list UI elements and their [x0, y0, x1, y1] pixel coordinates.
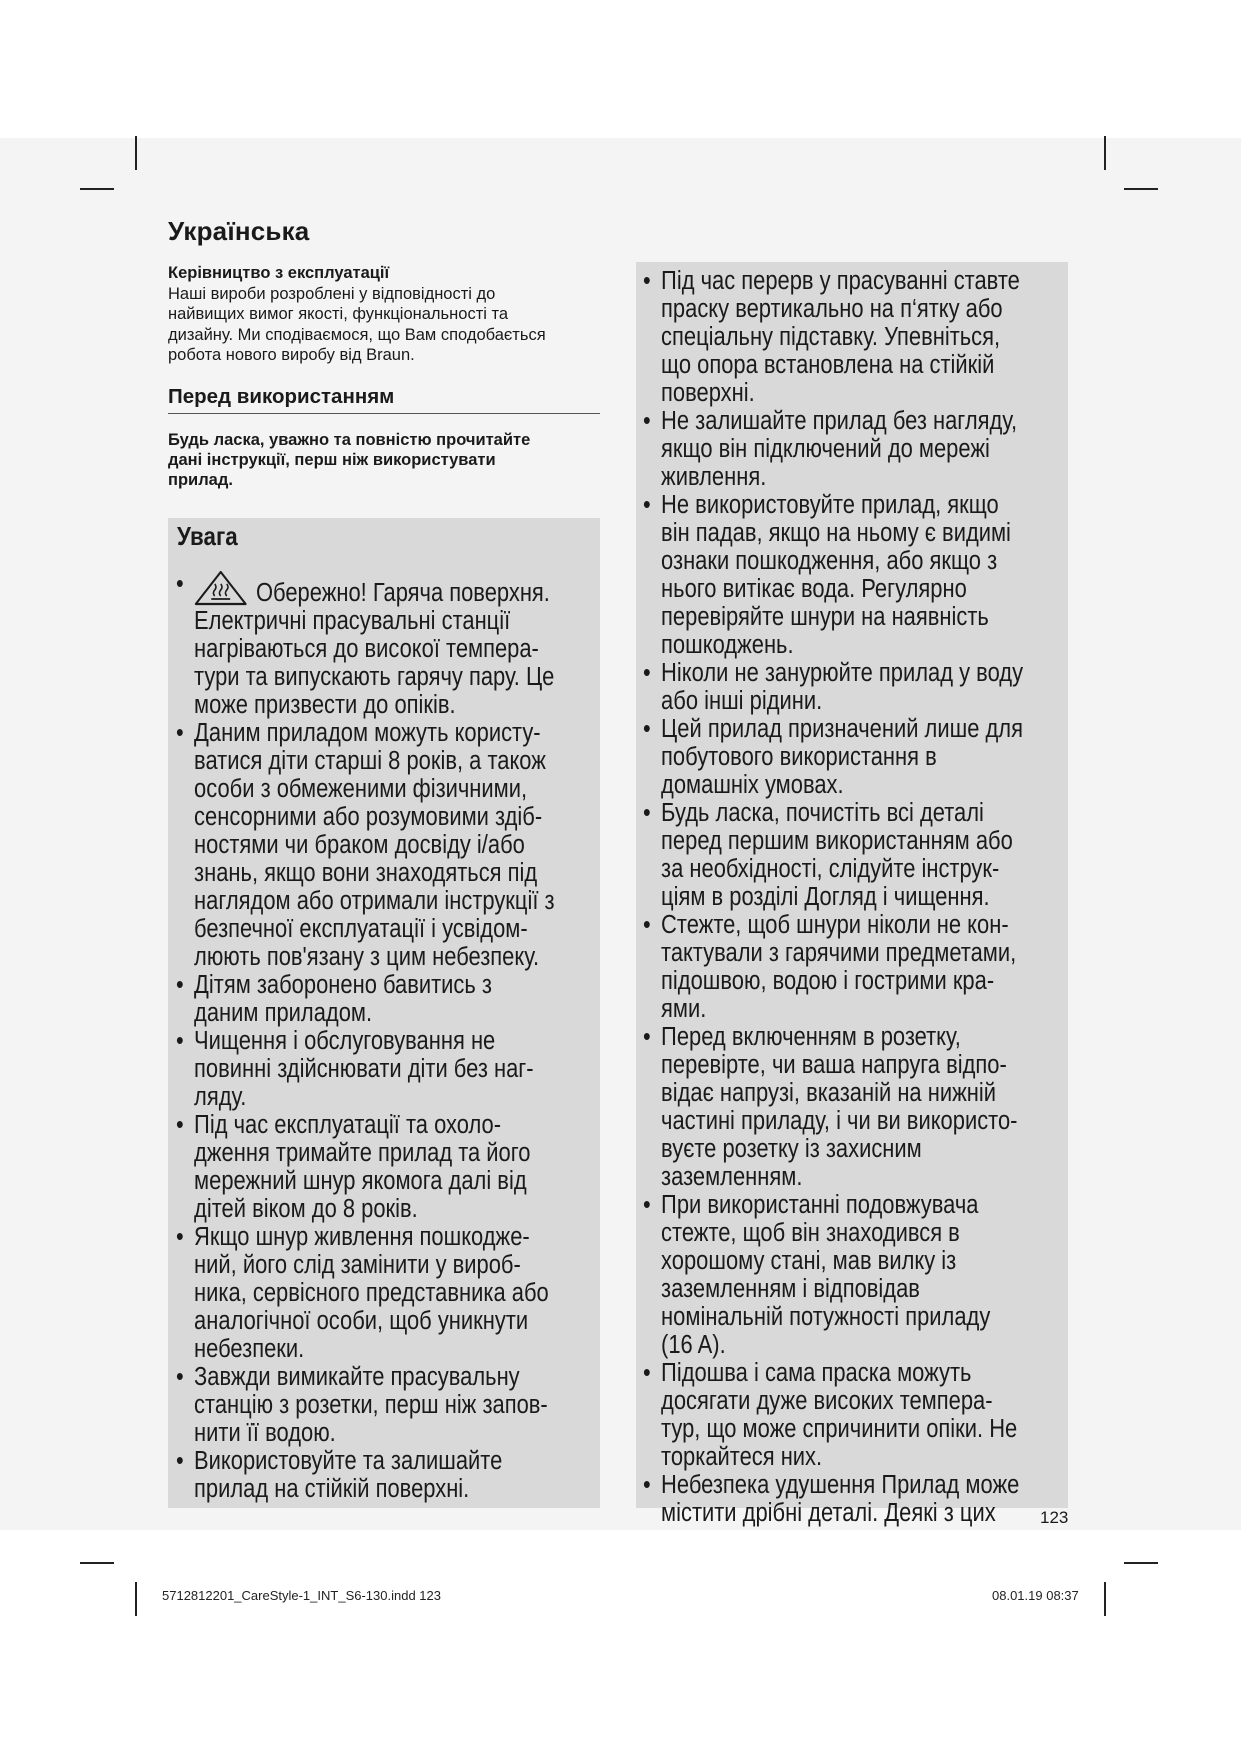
warning-left-item-text: Використовуйте та залишайте: [194, 1447, 503, 1475]
warning-right-item-line: [661, 407, 1047, 435]
warning-right-item-line: [661, 519, 1047, 547]
warning-right-item: [643, 715, 1047, 799]
warning-left-item-line: [194, 887, 580, 915]
warning-left-item: [176, 570, 580, 719]
bullet: •: [643, 267, 651, 295]
warning-left-item-line: [194, 943, 580, 971]
warning-right-item-text: відає напрузі, вказаній на нижній: [661, 1079, 996, 1107]
warning-right-item-text: домашніх умовах.: [661, 771, 844, 799]
warning-right-item-line: [661, 1443, 1047, 1471]
warning-left-item-text: ностями чи браком досвіду і/або: [194, 831, 525, 859]
bullet: •: [643, 491, 651, 519]
warning-right-item-text: Ніколи не занурюйте прилад у воду: [661, 659, 1024, 687]
bullet: •: [176, 1111, 184, 1139]
warning-right-item-text: Під час перерв у прасуванні ставте: [661, 267, 1020, 295]
intro-block: [168, 263, 608, 366]
warning-left-item-text: Обережно! Гаряча поверхня.: [255, 579, 550, 607]
warning-right-item-line: [661, 939, 1047, 967]
intro-line: Наші вироби розроблені у відповідності до: [168, 284, 496, 303]
warning-right-item-line: [661, 547, 1047, 575]
bullet: •: [643, 1471, 651, 1499]
warning-left-item: [176, 719, 580, 971]
bullet: •: [176, 570, 184, 598]
warning-left-item: [176, 1027, 580, 1111]
warning-right-item-text: пошкоджень.: [661, 631, 794, 659]
warning-left-item-text: Під час експлуатації та охоло-: [194, 1111, 501, 1139]
warning-right-item-text: Не залишайте прилад без нагляду,: [661, 407, 1018, 435]
warning-right-item-text: спеціальну підставку. Упевніться,: [661, 323, 1001, 351]
warning-right-item-line: [661, 631, 1047, 659]
warning-right-item-text: живлення.: [661, 463, 767, 491]
warning-left-item-line: [194, 691, 580, 719]
warning-left-item: [176, 1223, 580, 1363]
warning-right-item: [643, 267, 1047, 407]
warning-right-item-line: [661, 1107, 1047, 1135]
bullet: •: [643, 1191, 651, 1219]
warning-right-item-text: ціям в розділі Догляд і чищення.: [661, 883, 990, 911]
warning-right-item-text: заземленням.: [661, 1163, 803, 1191]
warning-right-item-line: [661, 1499, 1047, 1527]
warning-left-item-text: ватися діти старші 8 років, а також: [194, 747, 546, 775]
bullet: •: [643, 659, 651, 687]
warning-right-item: [643, 799, 1047, 911]
warning-right-item-line: [661, 715, 1047, 743]
bullet: •: [176, 971, 184, 999]
warning-left-item-text: ляду.: [194, 1083, 247, 1111]
warning-left-item-line: [194, 1027, 580, 1055]
warning-list-right: [643, 267, 1047, 1527]
warning-left-item-line: [194, 1223, 580, 1251]
warning-left-item-line: [194, 1111, 580, 1139]
page-title: Українська: [168, 216, 310, 246]
warning-left-item-text: ний, його слід замінити у вироб-: [194, 1251, 521, 1279]
warning-left-item-line: [194, 999, 580, 1027]
bullet: •: [176, 1363, 184, 1391]
warning-right-item-text: нього витікає вода. Регулярно: [661, 575, 967, 603]
bullet: •: [643, 799, 651, 827]
warning-right-item-line: [661, 799, 1047, 827]
warning-left-item-line: [194, 1055, 580, 1083]
warning-right-item-line: [661, 1163, 1047, 1191]
warning-left-item-line: [194, 915, 580, 943]
warning-left-item-text: ника, сервісного представника або: [194, 1279, 549, 1307]
warning-right-item-line: [661, 463, 1047, 491]
warning-right-item: [643, 1471, 1047, 1527]
warning-right-item-line: [661, 967, 1047, 995]
section-divider: [168, 413, 600, 414]
warning-left-item-line: [194, 1167, 580, 1195]
warning-right-item: [643, 491, 1047, 659]
warning-left-item-text: наглядом або отримали інструкції з: [194, 887, 555, 915]
warning-right-item-line: [661, 659, 1047, 687]
warning-right-item-line: [661, 491, 1047, 519]
warning-right-item-line: [661, 1247, 1047, 1275]
warning-left-item-text: люють пов'язану з цим небезпеку.: [194, 943, 540, 971]
warning-right-item-line: [661, 1079, 1047, 1107]
warning-right-item-line: [661, 603, 1047, 631]
note-line: прилад.: [168, 471, 233, 489]
warning-right-item-line: [661, 827, 1047, 855]
warning-left-item-line: [194, 1335, 580, 1363]
warning-left-item-text: безпечної експлуатації і усвідом-: [194, 915, 528, 943]
warning-left-item-text: Дітям заборонено бавитись з: [194, 971, 492, 999]
warning-right-item: [643, 1191, 1047, 1359]
note-line: дані інструкції, перш ніж використувати: [168, 451, 496, 469]
warning-right-item-text: тур, що може спричинити опіки. Не: [661, 1415, 1018, 1443]
warning-left-item-text: мережний шнур якомога далі від: [194, 1167, 527, 1195]
warning-right-item-text: за необхідності, слідуйте інструк-: [661, 855, 1000, 883]
warning-right-item-line: [661, 1023, 1047, 1051]
warning-left-item-line: [194, 1363, 580, 1391]
bullet: •: [176, 719, 184, 747]
warning-left-item-line: [194, 1419, 580, 1447]
warning-right-item-line: [661, 1331, 1047, 1359]
warning-right-item-text: перед першим використанням або: [661, 827, 1013, 855]
note-line: Будь ласка, уважно та повністю прочитайте: [168, 431, 531, 449]
warning-right-item-text: частині приладу, і чи ви використо-: [661, 1107, 1018, 1135]
warning-right-item-text: хорошому стані, мав вилку із: [661, 1247, 957, 1275]
warning-right-item-text: якщо він підключений до мережі: [661, 435, 990, 463]
warning-right-item-text: праску вертикально на п‘ятку або: [661, 295, 1003, 323]
warning-left-item-line: [194, 747, 580, 775]
warning-right-item-text: номінальній потужності приладу: [661, 1303, 991, 1331]
warning-right-item-text: Небезпека удушення Прилад може: [661, 1471, 1020, 1499]
warning-right-item-line: [661, 771, 1047, 799]
warning-left-item-text: даним приладом.: [194, 999, 373, 1027]
warning-left-item-line: [194, 1251, 580, 1279]
warning-right-item-line: [661, 1191, 1047, 1219]
warning-right-item-text: заземленням і відповідав: [661, 1275, 920, 1303]
warning-left-item-text: нагріваються до високої темпера-: [194, 635, 539, 663]
warning-right-item-text: Не використовуйте прилад, якщо: [661, 491, 999, 519]
intro-line: найвищих вимог якості, функціональності та: [168, 305, 509, 323]
warning-right-item: [643, 911, 1047, 1023]
warning-right-item-line: [661, 323, 1047, 351]
warning-left-item-text: повинні здійснювати діти без наг-: [194, 1055, 534, 1083]
warning-right-item-line: [661, 743, 1047, 771]
warning-right-item-text: Цей прилад призначений лише для: [661, 715, 1023, 743]
warning-right-item-text: поверхні.: [661, 379, 755, 407]
warning-left-item-line: [194, 635, 580, 663]
warning-left-item-line: [194, 831, 580, 859]
warning-right-item-text: або інші рідини.: [661, 687, 823, 715]
hot-surface-icon: [194, 570, 247, 606]
warning-left-item-text: нити її водою.: [194, 1419, 336, 1447]
bullet: •: [176, 1027, 184, 1055]
warning-right-item-line: [661, 267, 1047, 295]
warning-right-item-line: [661, 1219, 1047, 1247]
crop-mark: [1104, 136, 1106, 170]
crop-mark: [135, 1582, 137, 1616]
warning-left-item-text: дження тримайте прилад та його: [194, 1139, 531, 1167]
warning-right-item: [643, 407, 1047, 491]
warning-left-item-line: [194, 570, 580, 607]
warning-left-item-line: [194, 719, 580, 747]
section-title: Перед використанням: [168, 385, 395, 408]
warning-left-item-line: [194, 1139, 580, 1167]
read-instructions-note: [168, 430, 598, 490]
footer-date-info: 08.01.19 08:37: [992, 1588, 1079, 1603]
warning-right-item-line: [661, 855, 1047, 883]
warning-right-item-text: Підошва і сама праска можуть: [661, 1359, 972, 1387]
warning-left-item: [176, 1447, 580, 1503]
footer-file-info: 5712812201_CareStyle-1_INT_S6-130.indd 123: [162, 1588, 441, 1603]
warning-left-item: [176, 971, 580, 1027]
page-number: 123: [1040, 1508, 1069, 1527]
warning-right-item-line: [661, 911, 1047, 939]
warning-left-item-line: [194, 663, 580, 691]
warning-right-item-line: [661, 1275, 1047, 1303]
crop-mark: [135, 136, 137, 170]
warning-left-item-line: [194, 1447, 580, 1475]
warning-left-item-text: Чищення і обслуговування не: [194, 1027, 496, 1055]
warning-right-item-text: підошвою, водою і гострими кра-: [661, 967, 995, 995]
warning-right-item-text: Стежте, щоб шнури ніколи не кон-: [661, 911, 1009, 939]
crop-mark: [1124, 1562, 1158, 1564]
warning-right-item-line: [661, 995, 1047, 1023]
warning-right-item-text: При використанні подовжувача: [661, 1191, 979, 1219]
warning-left-item-line: [194, 1307, 580, 1335]
bullet: •: [643, 715, 651, 743]
warning-left-item-text: може призвести до опіків.: [194, 691, 456, 719]
warning-left-item-text: особи з обмеженими фізичними,: [194, 775, 528, 803]
intro-heading: Керівництво з експлуатації: [168, 264, 390, 282]
bullet: •: [176, 1447, 184, 1475]
warning-right-item-line: [661, 883, 1047, 911]
warning-left-item-line: [194, 1083, 580, 1111]
warning-left-item-text: Даним приладом можуть користу-: [194, 719, 541, 747]
warning-list-right-wrapper: [643, 267, 1047, 1527]
warning-right-item-line: [661, 1415, 1047, 1443]
warning-right-item-text: тактували з гарячими предметами,: [661, 939, 1017, 967]
warning-right-item-line: [661, 295, 1047, 323]
warning-left-item-text: сенсорними або розумовими здіб-: [194, 803, 543, 831]
warning-right-item-text: що опора встановлена на стійкій: [661, 351, 995, 379]
warning-left-item-line: [194, 1391, 580, 1419]
warning-left-item-line: [194, 775, 580, 803]
warning-left-item-text: небезпеки.: [194, 1335, 305, 1363]
warning-right-item-text: досягати дуже високих темпера-: [661, 1387, 993, 1415]
warning-panel-left: [168, 518, 600, 1508]
warning-right-item: [643, 659, 1047, 715]
warning-right-item-line: [661, 1387, 1047, 1415]
warning-right-item-line: [661, 1051, 1047, 1079]
warning-left-item-line: [194, 859, 580, 887]
warning-right-item-text: Будь ласка, почистіть всі деталі: [661, 799, 984, 827]
warning-right-item-text: вуєте розетку із захисним: [661, 1135, 922, 1163]
warning-left-item-text: дітей віком до 8 років.: [194, 1195, 418, 1223]
warning-right-item-line: [661, 575, 1047, 603]
warning-left-item-line: [194, 1279, 580, 1307]
warning-right-item-text: побутового використання в: [661, 743, 937, 771]
crop-mark: [1124, 188, 1158, 190]
warning-left-item-text: тури та випускають гарячу пару. Це: [194, 663, 555, 691]
warning-left-item-text: Завжди вимикайте прасувальну: [194, 1363, 520, 1391]
intro-line: робота нового виробу від Braun.: [168, 346, 415, 364]
warning-right-item-line: [661, 351, 1047, 379]
warning-right-item-line: [661, 379, 1047, 407]
warning-right-item-line: [661, 1471, 1047, 1499]
warning-right-item-text: він падав, якщо на ньому є видимі: [661, 519, 1011, 547]
crop-mark: [80, 188, 114, 190]
warning-right-item-text: стежте, щоб він знаходився в: [661, 1219, 960, 1247]
warning-list-left: [176, 570, 580, 1503]
warning-left-item-text: знань, якщо вони знаходяться під: [194, 859, 538, 887]
warning-right-item-line: [661, 687, 1047, 715]
warning-left-item-text: прилад на стійкій поверхні.: [194, 1475, 470, 1503]
warning-right-item-text: ознаки пошкодження, або якщо з: [661, 547, 998, 575]
bullet: •: [643, 1023, 651, 1051]
warning-right-item-text: Перед включенням в розетку,: [661, 1023, 961, 1051]
intro-line: дизайну. Ми сподіваємося, що Вам сподобається: [168, 325, 546, 344]
warning-left-item-text: Електричні прасувальні станції: [194, 607, 511, 635]
crop-mark: [80, 1562, 114, 1564]
warning-right-item: [643, 1359, 1047, 1471]
bullet: •: [643, 407, 651, 435]
bullet: •: [176, 1223, 184, 1251]
warning-title: Увага: [177, 521, 238, 551]
warning-right-item-line: [661, 1359, 1047, 1387]
warning-list-left-wrapper: [176, 570, 580, 1503]
warning-right-item-text: містити дрібні деталі. Деякі з цих: [661, 1499, 996, 1527]
warning-left-item-line: [194, 1475, 580, 1503]
crop-mark: [1104, 1582, 1106, 1616]
warning-left-item: [176, 1111, 580, 1223]
warning-right-item-line: [661, 1135, 1047, 1163]
warning-right-item-text: (16 A).: [661, 1331, 726, 1359]
warning-left-item: [176, 1363, 580, 1447]
warning-right-item-text: перевіряйте шнури на наявність: [661, 603, 989, 631]
warning-left-item-line: [194, 803, 580, 831]
warning-right-item-line: [661, 435, 1047, 463]
warning-left-item-text: аналогічної особи, щоб уникнути: [194, 1307, 529, 1335]
bullet: •: [643, 1359, 651, 1387]
bullet: •: [643, 911, 651, 939]
warning-left-item-text: Якщо шнур живлення пошкодже-: [194, 1223, 530, 1251]
warning-left-item-line: [194, 607, 580, 635]
warning-right-item-text: торкайтеся них.: [661, 1443, 823, 1471]
warning-right-item: [643, 1023, 1047, 1191]
warning-right-item-text: перевірте, чи ваша напруга відпо-: [661, 1051, 1007, 1079]
warning-left-item-line: [194, 971, 580, 999]
warning-right-item-line: [661, 1303, 1047, 1331]
warning-right-item-text: ями.: [661, 995, 707, 1023]
warning-left-item-line: [194, 1195, 580, 1223]
warning-left-item-text: станцію з розетки, перш ніж запов-: [194, 1391, 548, 1419]
